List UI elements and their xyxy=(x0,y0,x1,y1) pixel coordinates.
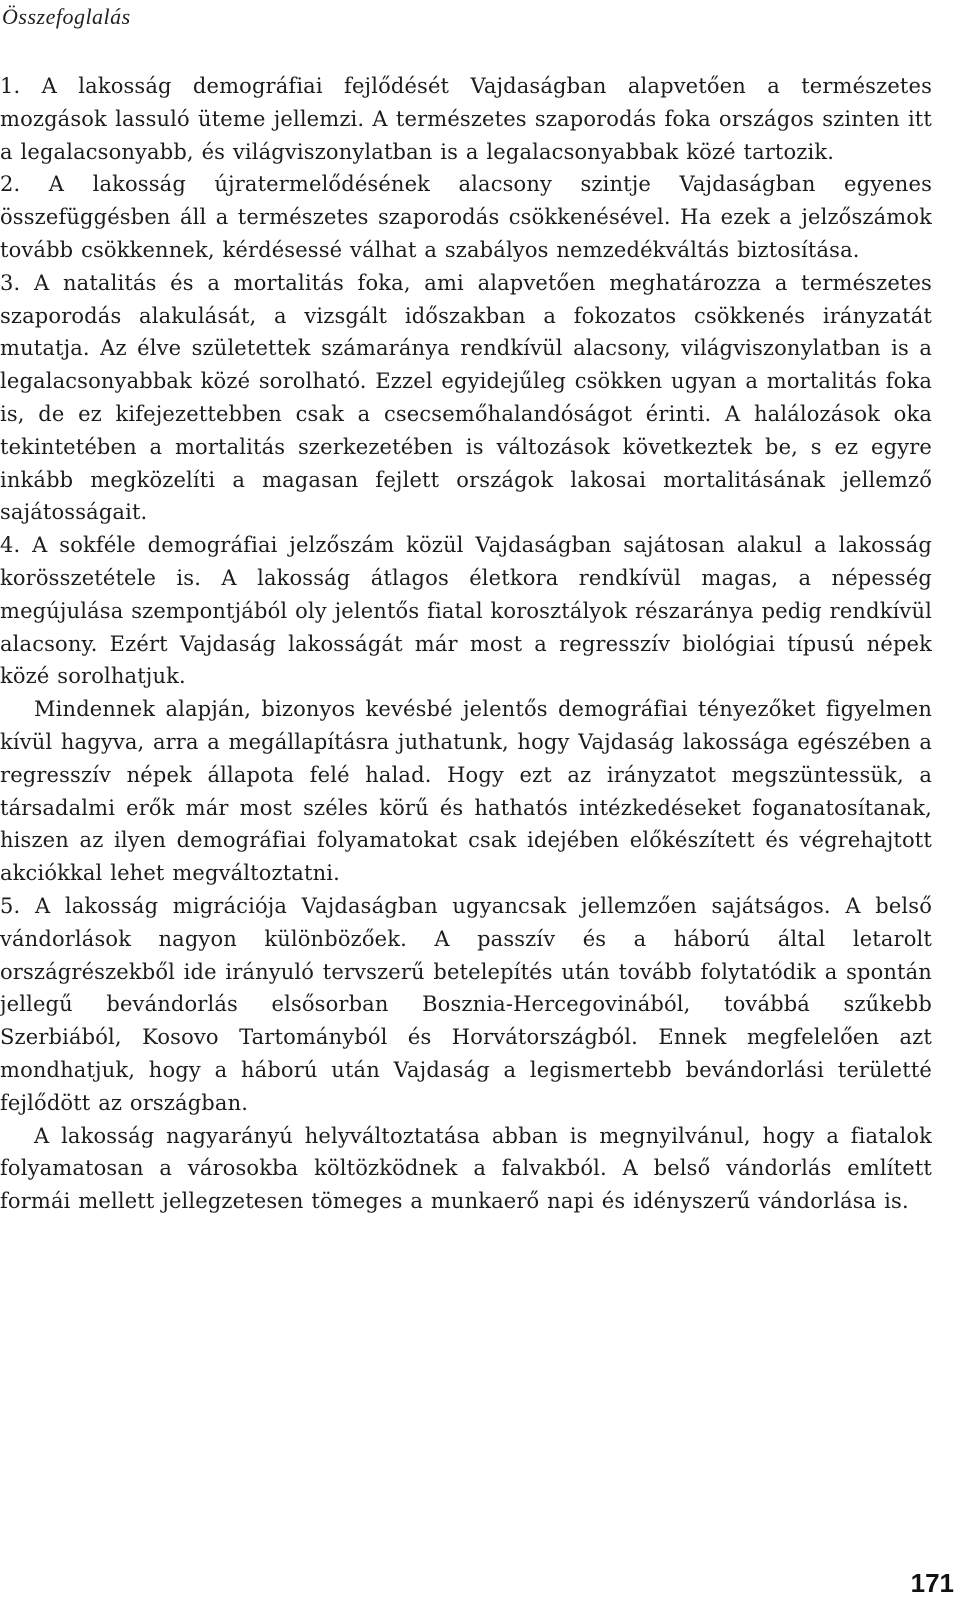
paragraph-5: 5. A lakosság migrációja Vajdaságban ugyancsak jellemzően sajátságos. A belső vándorlások nagyon különbözőek. A passzív és a háború által letarolt országrészekből ide irányuló tervszerű betelepítés után tovább folytatódik a spontán jellegű bevándorlás elsősorban Bosznia-Hercegovinából, továbbá szűkebb Szerbiából, Kosovo Tartományból és Horvátországból. Ennek megfelelően azt mondhatjuk, hogy a háború után Vajdaság a legismertebb bevándorlási területté fejlődött az országban. xyxy=(0,893,932,1115)
paragraph-2: 2. A lakosság újratermelődésének alacsony szintje Vajdaságban egyenes összefüggésben áll a természetes szaporodás csökkenésével. Ha ezek a jelzőszámok tovább csökkennek, kérdésessé válhat a szabályos nemzedékváltás biztosítása. xyxy=(0,172,932,262)
section-heading: Összefoglalás xyxy=(2,4,131,29)
paragraph-1: 1. A lakosság demográfiai fejlődését Vajdaságban alapvetően a természetes mozgások lassuló üteme jellemzi. A természetes szaporodás foka országos szinten itt a legalacsonyabb, és világviszonylatban is a legalacsonyabbak közé tartozik. xyxy=(0,74,932,164)
page-number: 171 xyxy=(910,1568,954,1598)
paragraph-3: 3. A natalitás és a mortalitás foka, ami alapvetően meghatározza a természetes szaporodás alakulását, a vizsgált időszakban a fokozatos csökkenés irányzatát mutatja. Az élve születettek számaránya rendkívül alacsony, világviszonylatban is a legalacsonyabbak közé sorolható. Ezzel egyidejűleg csökken ugyan a mortalitás foka is, de ez kifejezettebben csak a csecsemőhalandóságot érinti. A halálozások oka tekintetében a mortalitás szerkezetében is változások következtek be, s ez egyre inkább megközelíti a magasan fejlett országok lakosai mortalitásának jellemző sajátosságait. xyxy=(0,270,932,525)
paragraph-4: 4. A sokféle demográfiai jelzőszám közül Vajdaságban sajátosan alakul a lakosság korösszetétele is. A lakosság átlagos életkora rendkívül magas, a népesség megújulása szempontjából oly jelentős fiatal korosztályok részaránya pedig rendkívül alacsony. Ezért Vajdaság lakosságát már most a regresszív biológiai típusú népek közé sorolhatjuk. xyxy=(0,533,932,689)
paragraph-4-continuation: Mindennek alapján, bizonyos kevésbé jelentős demográfiai tényezőket figyelmen kívül hagyva, arra a megállapításra juthatunk, hogy Vajdaság lakossága egészében a regresszív népek állapota felé halad. Hogy ezt az irányzatot megszüntessük, a társadalmi erők már most széles körű és hathatós intézkedéseket foganatosítanak, hiszen az ilyen demográfiai folyamatokat csak idejében előkészített és végrehajtott akciókkal lehet megváltoztatni. xyxy=(0,697,932,886)
summary-text xyxy=(0,70,932,1218)
paragraph-5-continuation: A lakosság nagyarányú helyváltoztatása abban is megnyilvánul, hogy a fiatalok folyamatosan a városokba költözködnek a falvakból. A belső vándorlás említett formái mellett jellegzetesen tömeges a munkaerő napi és idényszerű vándorlása is. xyxy=(0,1123,932,1214)
